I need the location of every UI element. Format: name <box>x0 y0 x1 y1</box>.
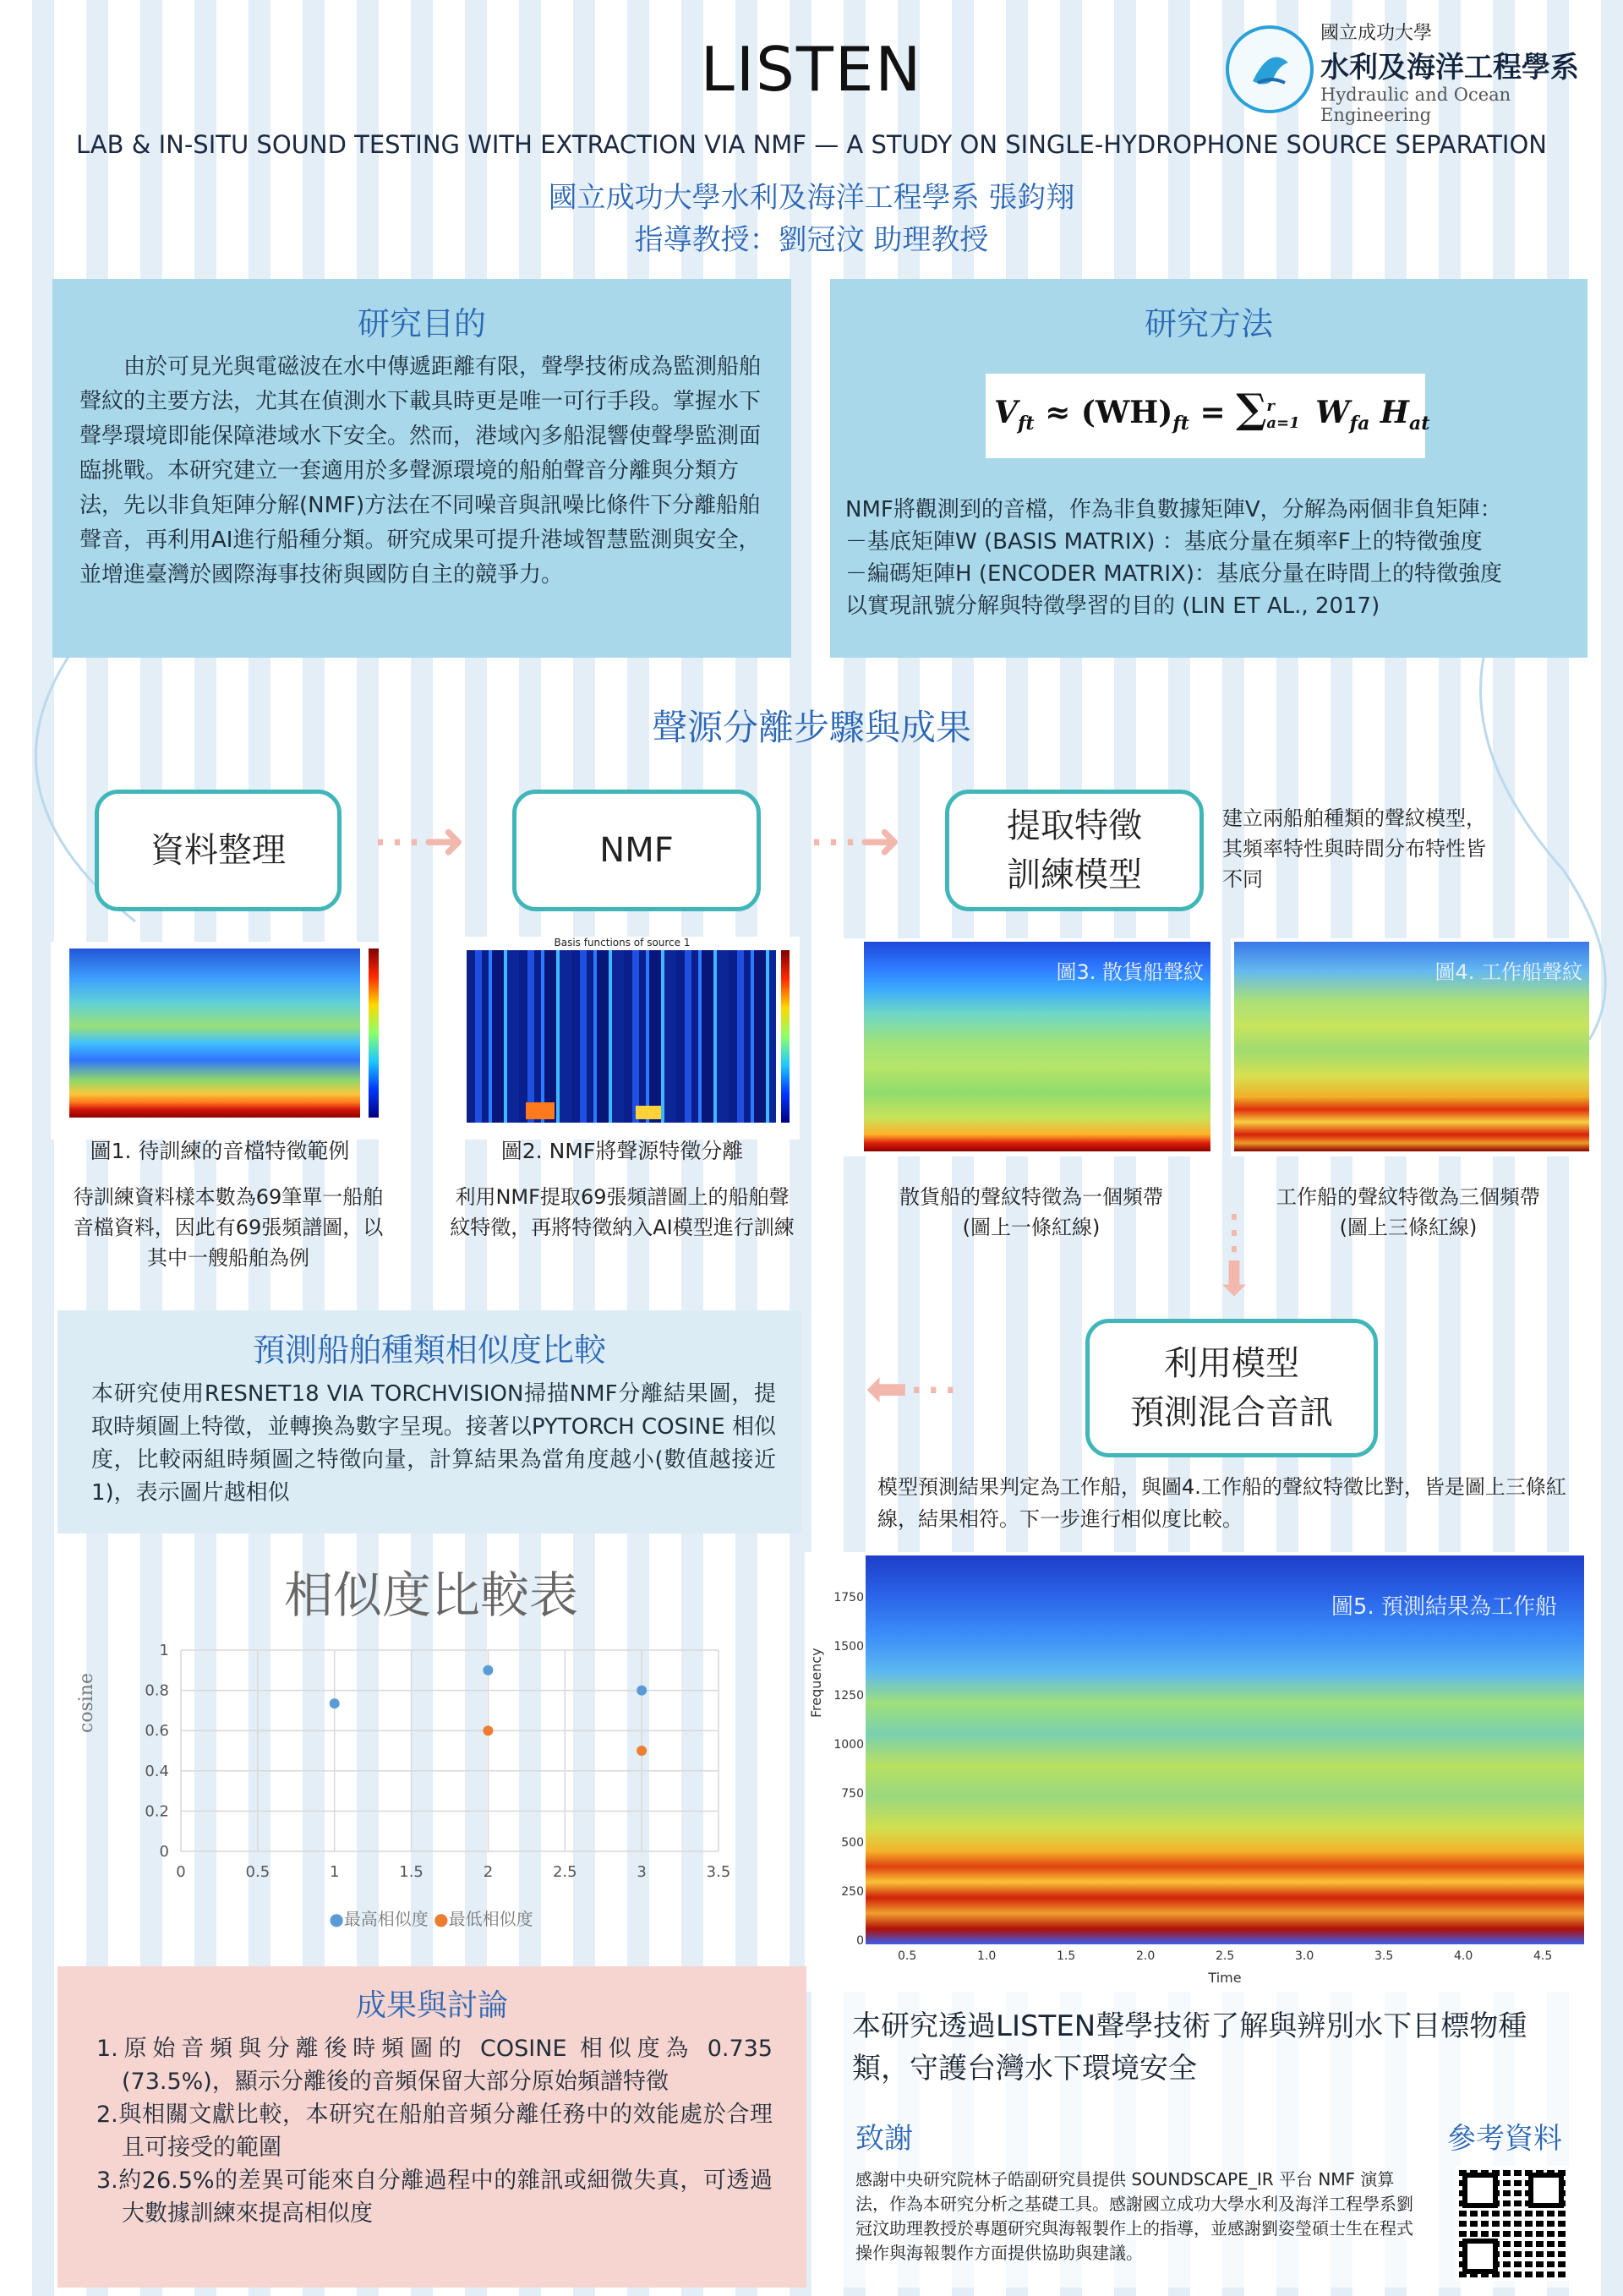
results-item-2: 2.與相關文獻比較，本研究在船舶音頻分離任務中的效能處於合理且可接受的範圍 <box>96 2102 773 2161</box>
formula-sum: ∑ <box>1236 385 1267 433</box>
x-tick-label: 1.5 <box>399 1863 424 1881</box>
chart-plot-area <box>51 1555 812 1927</box>
formula-wh: ≈ (WH) <box>1045 395 1173 430</box>
fig4-desc-line1: 工作船的聲紋特徵為三個頻帶 <box>1276 1185 1540 1209</box>
fig2-description <box>428 1182 817 1243</box>
formula-v: V <box>994 395 1018 430</box>
y-tick-label: 0 <box>159 1843 169 1861</box>
x-tick-label: 3 <box>637 1863 647 1881</box>
fig3-description <box>845 1182 1217 1243</box>
formula-sum-bottom: a=1 <box>1266 414 1300 432</box>
model-note <box>1222 803 1486 894</box>
method-line-2: －基底矩陣W (BASIS MATRIX) ：基底分量在頻率F上的特徵強度 <box>845 529 1483 555</box>
fig5-ylabel: Frequency <box>808 1648 824 1718</box>
fig5-ytick: 1500 <box>833 1640 864 1654</box>
flow-step-4-line2: 預測混合音訊 <box>1130 1393 1333 1432</box>
fig4-description <box>1222 1182 1594 1243</box>
method-line-1: NMF將觀測到的音檔，作為非負數據矩陣V，分解為兩個非負矩陣： <box>845 497 1502 522</box>
x-tick-label: 0 <box>176 1863 186 1881</box>
ack-text: 感謝中央研究院林子皓副研究員提供 SOUNDSCAPE_IR 平台 NMF 演算法，作為本研究分析之基礎工具。感謝國立成功大學水利及海洋工程學系劉冠汶助理教授於專題研究與海報製作上的指導，並感謝劉姿瑩碩士生在程式操作與海報製作方面提供協助與建議。 <box>855 2169 1413 2263</box>
formula-w: W <box>1315 395 1350 430</box>
model-note-line3: 不同 <box>1222 867 1263 891</box>
conclusion-panel <box>828 1987 1589 2288</box>
formula-w-sub: fa <box>1349 413 1370 435</box>
fig2-caption: 圖2. NMF將聲源特徵分離 <box>500 1139 744 1163</box>
fig3-label: 圖3. 散貨船聲紋 <box>1056 960 1204 984</box>
results-item-1: 1.原始音頻與分離後時頻圖的 COSINE 相似度為 0.735 (73.5%)，顯示分離後的音頻保留大部分原始頻譜特徵 <box>96 2036 773 2095</box>
flow-step-3-line2: 訓練模型 <box>1007 856 1142 894</box>
x-tick-label: 0.5 <box>245 1863 270 1881</box>
purpose-panel <box>52 279 791 658</box>
model-note-line2: 其頻率特性與時間分布特性皆 <box>1222 837 1486 861</box>
fig5-label: 圖5. 預測結果為工作船 <box>1331 1594 1557 1620</box>
results-list <box>96 2032 773 2230</box>
fig5-xtick: 0.5 <box>898 1949 917 1963</box>
flow-step-3-line1: 提取特徵 <box>1007 806 1142 845</box>
formula-h-sub: at <box>1408 413 1430 435</box>
chart-legend <box>51 1905 812 1930</box>
steps-title: 聲源分離步驟與成果 <box>651 707 971 748</box>
fig1-desc-line1: 待訓練資料樣本數為69筆單一船舶 <box>73 1185 384 1209</box>
ack-title: 致謝 <box>855 2122 913 2156</box>
fig5-ytick: 1750 <box>833 1591 864 1604</box>
similarity-body: 本研究使用RESNET18 VIA TORCHVISION掃描NMF分離結果圖，提取時頻圖上特徵，並轉換為數字呈現。接著以PYTORCH COSINE 相似度，比較兩組時頻圖之特徵向量，計算結果為當角度越小(數值越接近 1)，表示圖片越相似 <box>91 1381 776 1506</box>
logo-emblem-icon <box>1226 25 1314 113</box>
y-tick-label: 1 <box>159 1642 169 1659</box>
logo-university: 國立成功大學 <box>1320 23 1433 44</box>
fig2-desc-line2: 紋特徵，再將特徵納入AI模型進行訓練 <box>450 1216 795 1239</box>
data-point <box>483 1725 493 1736</box>
fig5-ytick: 750 <box>841 1787 864 1801</box>
method-title: 研究方法 <box>1144 305 1273 342</box>
flow-step-4-line1: 利用模型 <box>1164 1344 1299 1383</box>
model-note-line1: 建立兩船舶種類的聲紋模型， <box>1222 806 1486 830</box>
flow-step-train-model <box>945 790 1204 911</box>
fig5-ytick: 0 <box>856 1934 864 1948</box>
x-tick-label: 1 <box>329 1863 340 1881</box>
poster-subtitle: LAB & IN-SITU SOUND TESTING WITH EXTRACTION VIA NMF — A STUDY ON SINGLE-HYDROPHONE SOURCE SEPARATION <box>75 130 1547 159</box>
fig5-xlabel: Time <box>1208 1970 1242 1986</box>
flow-arrow-1-icon: ⋯➜ <box>372 812 466 871</box>
references-qr-code[interactable] <box>1456 2166 1571 2281</box>
formula-equals: = <box>1199 395 1226 430</box>
formula-sum-top: r <box>1266 397 1275 415</box>
fig1-spectrogram <box>51 942 389 1140</box>
formula-h: H <box>1380 395 1409 430</box>
fig5-ytick: 1250 <box>833 1689 864 1703</box>
poster-title: LISTEN <box>700 34 923 105</box>
fig3-bulk-carrier <box>830 938 1210 1156</box>
y-tick-label: 0.2 <box>145 1802 169 1821</box>
results-item-3: 3.約26.5%的差異可能來自分離過程中的雜訊或細微失真，可透過大數據訓練來提高相似度 <box>96 2168 773 2227</box>
fig5-ytick: 500 <box>841 1836 864 1850</box>
data-point <box>637 1746 647 1756</box>
chart-ylabel: cosine <box>76 1672 97 1733</box>
fig5-ytick: 250 <box>841 1885 864 1899</box>
legend-low: 最低相似度 <box>448 1909 533 1929</box>
x-tick-label: 2.5 <box>552 1863 577 1881</box>
legend-swatch-high: ● <box>329 1909 344 1929</box>
formula-v-sub: ft <box>1017 413 1035 435</box>
fig4-desc-line2: (圖上三條紅線) <box>1339 1216 1478 1239</box>
method-body <box>845 494 1581 622</box>
fig2-title: Basis functions of source 1 <box>554 937 691 948</box>
department-logo <box>1226 19 1598 125</box>
chart-title: 相似度比較表 <box>283 1566 578 1624</box>
formula-wh-sub: ft <box>1172 413 1189 435</box>
fig3-desc-line1: 散貨船的聲紋特徵為一個頻帶 <box>899 1185 1163 1209</box>
fig5-xtick: 3.0 <box>1295 1949 1314 1963</box>
conclusion-text: 本研究透過LISTEN聲學技術了解與辨別水下目標物種類，守護台灣水下環境安全 <box>852 2009 1527 2086</box>
method-panel <box>830 279 1587 658</box>
legend-high: 最高相似度 <box>343 1909 429 1929</box>
flow-step-nmf: NMF <box>512 790 761 911</box>
fig5-xtick: 1.0 <box>977 1949 997 1963</box>
fig5-xtick: 1.5 <box>1057 1949 1076 1963</box>
fig1-desc-line3: 其中一艘船舶為例 <box>147 1246 309 1270</box>
flow-arrow-2-icon: ⋯➜ <box>808 812 902 871</box>
y-tick-label: 0.6 <box>145 1722 169 1741</box>
purpose-body: 由於可見光與電磁波在水中傳遞距離有限，聲學技術成為監測船舶聲紋的主要方法，尤其在偵測水下載具時更是唯一可行手段。掌握水下聲學環境即能保障港域水下安全。然而，港域內多船混響使聲學監測面臨挑戰。本研究建立一套適用於多聲源環境的船舶聲音分離與分類方法，先以非負矩陣分解(NMF)方法在不同噪音與訊噪比條件下分離船舶聲音，再利用AI進行船種分類。研究成果可提升港域智慧監測與安全，並增進臺灣於國際海事技術與國防自主的競爭力。 <box>79 354 762 588</box>
flow-arrow-down-icon: ⋮ ⬇ <box>1210 1205 1258 1307</box>
fig5-xtick: 3.5 <box>1374 1949 1394 1963</box>
nmf-formula <box>986 374 1430 458</box>
y-tick-label: 0.4 <box>145 1762 169 1780</box>
method-line-3: －編碼矩陣H (ENCODER MATRIX)：基底分量在時間上的特徵強度 <box>845 561 1503 587</box>
fig1-desc-line2: 音檔資料，因此有69張頻譜圖，以 <box>73 1216 384 1239</box>
fig4-work-boat <box>1231 938 1589 1156</box>
flow-step-predict <box>1085 1319 1378 1457</box>
fig1-caption: 圖1. 待訓練的音檔特徵範例 <box>90 1139 350 1163</box>
y-tick-label: 0.8 <box>145 1681 169 1700</box>
advisor-line: 指導教授：劉冠汶 助理教授 <box>634 223 989 257</box>
fig2-nmf-basis <box>445 937 800 1140</box>
results-title: 成果與討論 <box>355 1988 508 2023</box>
method-line-4: 以實現訊號分解與特徵學習的目的 (LIN ET AL., 2017) <box>845 593 1380 619</box>
author-line: 國立成功大學水利及海洋工程學系 張鈞翔 <box>548 181 1075 215</box>
flow-arrow-left-icon: ⬅⋯ <box>866 1359 959 1419</box>
fig5-xtick: 2.0 <box>1136 1949 1156 1963</box>
fig3-desc-line2: (圖上一條紅線) <box>962 1216 1101 1239</box>
fig5-xtick: 2.5 <box>1216 1949 1235 1963</box>
logo-english: Hydraulic and Ocean Engineering <box>1320 85 1511 125</box>
fig5-xtick: 4.0 <box>1454 1949 1473 1963</box>
fig5-x-ticks <box>866 1949 1584 1966</box>
purpose-title: 研究目的 <box>357 305 486 342</box>
data-point <box>637 1686 647 1696</box>
fig4-label: 圖4. 工作船聲紋 <box>1434 960 1582 984</box>
fig2-desc-line1: 利用NMF提取69張頻譜圖上的船舶聲 <box>455 1185 790 1209</box>
fig1-description <box>34 1182 423 1273</box>
data-point <box>483 1665 493 1676</box>
references-title: 參考資料 <box>1447 2122 1562 2156</box>
similarity-panel <box>57 1310 801 1533</box>
fig5-xtick: 4.5 <box>1533 1949 1553 1963</box>
data-point <box>330 1698 340 1708</box>
results-panel <box>57 1966 806 2288</box>
fig5-y-ticks <box>833 1552 864 1948</box>
similarity-title: 預測船舶種類相似度比較 <box>252 1331 606 1369</box>
fig5-prediction-spectrogram <box>805 1552 1593 1992</box>
predict-note: 模型預測結果判定為工作船，與圖4.工作船的聲紋特徵比對，皆是圖上三條紅線，結果相符。下一步進行相似度比較。 <box>877 1475 1566 1531</box>
flow-step-data-prep: 資料整理 <box>95 790 342 911</box>
x-tick-label: 2 <box>483 1863 494 1881</box>
logo-department: 水利及海洋工程學系 <box>1320 51 1579 85</box>
legend-swatch-low: ● <box>434 1909 449 1929</box>
fig5-ytick: 1000 <box>833 1738 864 1752</box>
similarity-chart <box>51 1555 812 1927</box>
x-tick-label: 3.5 <box>706 1863 731 1881</box>
